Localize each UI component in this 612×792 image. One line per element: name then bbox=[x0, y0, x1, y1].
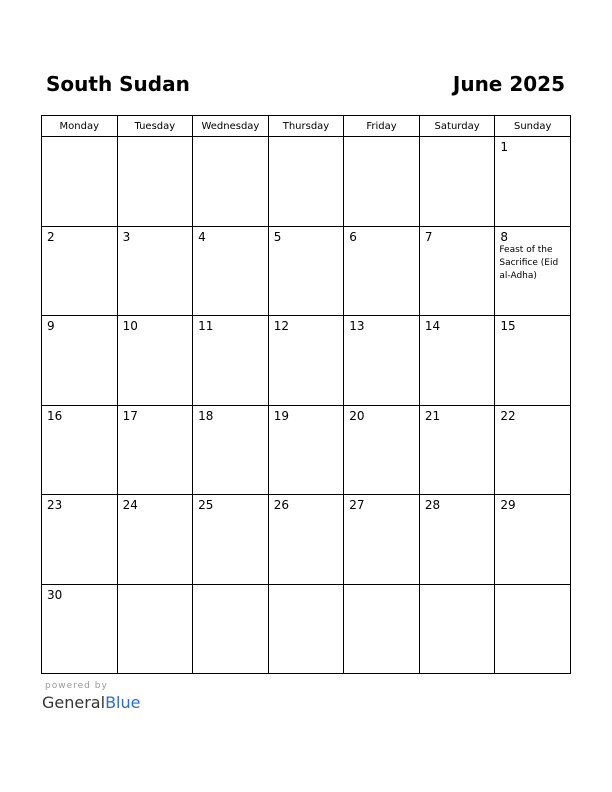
week-row bbox=[42, 226, 571, 316]
footer bbox=[42, 680, 140, 713]
calendar-grid bbox=[41, 115, 571, 674]
empty-day-cell bbox=[117, 137, 193, 227]
day-number: 28 bbox=[424, 498, 441, 512]
day-number: 7 bbox=[424, 229, 433, 244]
empty-day-cell bbox=[117, 584, 193, 674]
day-number: 9 bbox=[47, 319, 55, 333]
day-cell bbox=[193, 495, 269, 585]
day-cell bbox=[419, 316, 495, 406]
empty-day-cell bbox=[193, 584, 269, 674]
calendar-body bbox=[42, 137, 571, 674]
day-number: 16 bbox=[47, 408, 63, 423]
weekday-header: Monday bbox=[42, 116, 118, 137]
day-number: 6 bbox=[349, 229, 357, 244]
day-cell bbox=[495, 137, 571, 227]
brand-general: General bbox=[42, 693, 106, 712]
day-number: 20 bbox=[349, 408, 365, 423]
day-number: 13 bbox=[349, 319, 365, 333]
weekday-header: Wednesday bbox=[193, 116, 269, 137]
day-number: 8 bbox=[500, 229, 509, 244]
day-cell bbox=[419, 405, 495, 495]
day-number: 22 bbox=[500, 408, 516, 423]
weekday-header-row bbox=[42, 116, 571, 137]
day-number: 10 bbox=[122, 319, 138, 333]
weekday-header: Tuesday bbox=[117, 116, 193, 137]
empty-day-cell bbox=[193, 137, 269, 227]
calendar-header bbox=[42, 72, 571, 98]
day-cell bbox=[117, 226, 193, 316]
weekday-header: Sunday bbox=[495, 116, 571, 137]
empty-day-cell bbox=[344, 137, 420, 227]
weekday-header: Saturday bbox=[419, 116, 495, 137]
day-number: 4 bbox=[198, 229, 206, 244]
day-number: 26 bbox=[273, 498, 289, 512]
day-cell bbox=[42, 584, 118, 674]
week-row bbox=[42, 584, 571, 674]
week-row bbox=[42, 137, 571, 227]
brand-blue: Blue bbox=[105, 693, 141, 712]
day-cell bbox=[344, 316, 420, 406]
day-number: 19 bbox=[273, 408, 289, 423]
day-number: 2 bbox=[47, 229, 55, 244]
week-row bbox=[42, 495, 571, 585]
day-cell bbox=[495, 405, 571, 495]
day-cell bbox=[117, 495, 193, 585]
day-number: 11 bbox=[198, 319, 214, 333]
month-year-title: June 2025 bbox=[452, 72, 565, 96]
day-number: 23 bbox=[47, 498, 63, 512]
day-cell bbox=[268, 495, 344, 585]
day-cell bbox=[419, 226, 495, 316]
day-number: 29 bbox=[500, 498, 516, 512]
empty-day-cell bbox=[268, 137, 344, 227]
empty-day-cell bbox=[419, 584, 495, 674]
day-number: 24 bbox=[122, 498, 138, 512]
day-cell bbox=[193, 405, 269, 495]
day-number: 15 bbox=[500, 319, 516, 333]
day-cell bbox=[268, 226, 344, 316]
day-cell bbox=[193, 226, 269, 316]
day-number: 21 bbox=[424, 408, 441, 423]
day-number: 3 bbox=[122, 229, 131, 244]
day-number: 18 bbox=[198, 408, 214, 423]
empty-day-cell bbox=[495, 584, 571, 674]
empty-day-cell bbox=[419, 137, 495, 227]
day-cell bbox=[419, 495, 495, 585]
day-number: 30 bbox=[47, 587, 63, 602]
day-cell bbox=[117, 405, 193, 495]
week-row bbox=[42, 405, 571, 495]
day-cell bbox=[193, 316, 269, 406]
weekday-header: Thursday bbox=[268, 116, 344, 137]
weekday-header: Friday bbox=[344, 116, 420, 137]
day-number: 17 bbox=[122, 408, 138, 423]
day-cell bbox=[495, 495, 571, 585]
day-cell bbox=[268, 316, 344, 406]
powered-by-text: powered by bbox=[45, 681, 108, 691]
day-cell bbox=[42, 316, 118, 406]
brand-logo bbox=[42, 693, 140, 713]
day-cell bbox=[42, 405, 118, 495]
day-number: 12 bbox=[273, 319, 289, 333]
empty-day-cell bbox=[268, 584, 344, 674]
day-cell bbox=[495, 226, 571, 316]
empty-day-cell bbox=[344, 584, 420, 674]
day-cell bbox=[495, 316, 571, 406]
day-number: 14 bbox=[424, 319, 441, 333]
day-number: 1 bbox=[500, 140, 509, 154]
empty-day-cell bbox=[42, 137, 118, 227]
holiday-label: Feast of the Sacrifice (Eid al-Adha) bbox=[499, 244, 559, 281]
day-cell bbox=[268, 405, 344, 495]
country-title: South Sudan bbox=[46, 72, 190, 96]
day-cell bbox=[344, 226, 420, 316]
week-row bbox=[42, 316, 571, 406]
day-cell bbox=[42, 495, 118, 585]
day-number: 5 bbox=[273, 229, 282, 244]
day-number: 27 bbox=[349, 498, 365, 512]
day-cell bbox=[344, 495, 420, 585]
day-cell bbox=[344, 405, 420, 495]
day-cell bbox=[42, 226, 118, 316]
day-number: 25 bbox=[198, 498, 214, 512]
day-cell bbox=[117, 316, 193, 406]
